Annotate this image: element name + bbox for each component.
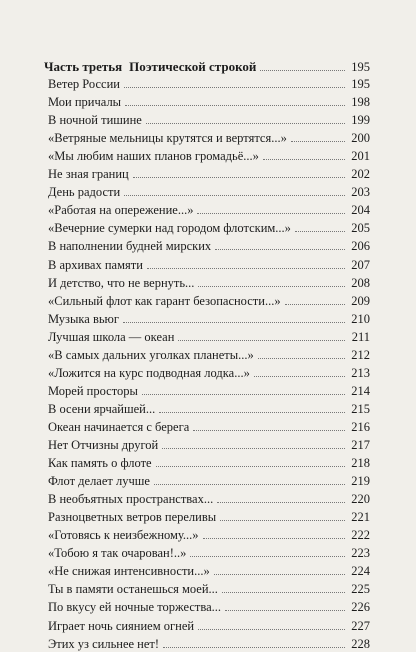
- toc-entry: [48, 401, 370, 417]
- dot-leader: [147, 268, 345, 269]
- page-number: 206: [351, 239, 370, 254]
- page-number: 208: [351, 275, 370, 290]
- dot-leader: [198, 629, 345, 630]
- dot-leader: [146, 123, 345, 124]
- entry-title: По вкусу ей ночные торжества...: [48, 600, 222, 615]
- toc-entry: [48, 365, 370, 381]
- page-number: 227: [351, 618, 370, 633]
- entry-title: Ты в памяти останешься моей...: [48, 582, 218, 597]
- page-number: 199: [351, 113, 370, 128]
- toc-entry: [48, 509, 370, 525]
- page-number: 217: [351, 438, 370, 452]
- entry-title: «Ветряные мельницы крутятся и вертятся...»: [48, 131, 287, 146]
- toc-entry: [48, 437, 370, 453]
- dot-leader: [154, 484, 345, 485]
- dot-leader: [124, 195, 345, 196]
- dot-leader: [254, 376, 345, 377]
- dot-leader: [198, 286, 345, 287]
- toc-entry: [48, 257, 370, 273]
- toc-entry: [48, 311, 370, 327]
- dot-leader: [178, 340, 345, 341]
- dot-leader: [214, 574, 345, 575]
- page-number: 210: [351, 311, 370, 326]
- toc-entry: [48, 455, 370, 471]
- dot-leader: [220, 520, 345, 521]
- dot-leader: [190, 556, 345, 557]
- page-number: 204: [351, 203, 370, 218]
- toc-entry: [48, 329, 370, 345]
- dot-leader: [225, 610, 345, 611]
- dot-leader: [123, 322, 345, 323]
- toc-entry: [48, 599, 370, 615]
- entry-title: Разноцветных ветров переливы: [48, 510, 217, 525]
- toc-entry: [48, 220, 370, 236]
- toc-entry: [48, 148, 370, 164]
- page-number: 202: [351, 167, 370, 182]
- page-number: 226: [351, 600, 370, 615]
- dot-leader: [291, 141, 345, 142]
- page-number: 198: [351, 95, 370, 110]
- entry-title: В наполнении будней мирских: [48, 239, 212, 254]
- page-number: 218: [351, 456, 370, 471]
- toc-entry: [48, 166, 370, 182]
- entry-title: В архивах памяти: [48, 257, 143, 272]
- toc-entry: [48, 581, 370, 597]
- dot-leader: [217, 502, 345, 503]
- dot-leader: [159, 412, 345, 413]
- page-number: 211: [351, 329, 370, 344]
- entry-title: Ветер России: [48, 77, 120, 91]
- entry-title: «Вечерние сумерки над городом флотским...»: [48, 221, 291, 236]
- toc-entry: [48, 383, 370, 399]
- dot-leader: [263, 159, 345, 160]
- dot-leader: [142, 394, 345, 395]
- dot-leader: [125, 105, 345, 106]
- entry-title: Океан начинается с берега: [48, 419, 190, 434]
- dot-leader: [163, 647, 345, 648]
- toc-entry: [48, 618, 370, 634]
- page-number: 215: [351, 401, 370, 416]
- toc-entry: [48, 112, 370, 128]
- dot-leader: [133, 177, 345, 178]
- page-number: 223: [351, 546, 370, 561]
- toc-entry: [48, 202, 370, 218]
- entry-title: «В самых дальних уголках планеты...»: [48, 347, 254, 362]
- toc-entry: [48, 94, 370, 110]
- entry-title: Играет ночь сиянием огней: [48, 618, 195, 633]
- page-number: 221: [351, 510, 370, 525]
- entry-title: Не зная границ: [48, 167, 129, 182]
- toc-entry: [48, 527, 370, 543]
- entry-title: Этих уз сильнее нет!: [48, 636, 160, 651]
- entry-title: Музыка вьюг: [48, 311, 120, 326]
- page-number: 205: [351, 221, 370, 236]
- toc-entry: [48, 636, 370, 652]
- page-number: 207: [351, 257, 370, 272]
- page-number: 213: [351, 365, 370, 380]
- toc-entry: [48, 419, 370, 435]
- page-number: 212: [351, 347, 370, 362]
- page-number: 216: [351, 419, 370, 434]
- toc-entry: [48, 76, 370, 92]
- entry-title: «Мы любим наших планов громадьё...»: [48, 149, 259, 164]
- entry-title: День радости: [48, 185, 121, 200]
- page-number: 201: [351, 149, 370, 164]
- part-heading: [44, 58, 370, 76]
- page-number: 203: [351, 185, 370, 200]
- dot-leader: [124, 87, 345, 88]
- toc-entry: [48, 563, 370, 579]
- toc-entry: [48, 473, 370, 489]
- entry-title: «Работая на опережение...»: [48, 203, 194, 218]
- dot-leader: [295, 231, 345, 232]
- entry-title: В ночной тишине: [48, 113, 142, 128]
- toc-entry: [48, 238, 370, 254]
- page-number: 214: [351, 383, 370, 398]
- dot-leader: [258, 358, 345, 359]
- page-number: 225: [351, 582, 370, 597]
- entry-title: Флот делает лучше: [48, 474, 150, 489]
- dot-leader: [203, 538, 345, 539]
- part-label: Часть третья: [44, 59, 123, 74]
- toc-entry: [48, 491, 370, 507]
- toc-entry: [48, 184, 370, 200]
- entry-title: И детство, что не вернуть...: [48, 275, 195, 290]
- toc-entry: [48, 275, 370, 291]
- entry-title: Как память о флоте: [48, 456, 152, 471]
- entry-title: «Сильный флот как гарант безопасности...»: [48, 293, 281, 308]
- entry-title: Лучшая школа — океан: [48, 329, 175, 344]
- page-number: 222: [351, 528, 370, 543]
- dot-leader: [156, 466, 345, 467]
- page-number: 209: [351, 293, 370, 308]
- page-number: 200: [351, 131, 370, 146]
- page-number: 219: [351, 474, 370, 489]
- page-number: 195: [351, 77, 370, 91]
- part-title: Поэтической строкой: [129, 59, 257, 74]
- entry-title: В осени ярчайшей...: [48, 401, 156, 416]
- toc-entry: [48, 347, 370, 363]
- page-number: 195: [351, 60, 370, 74]
- toc-entry: [48, 293, 370, 309]
- toc-entry: [48, 130, 370, 146]
- entry-title: «Не снижая интенсивности...»: [48, 564, 210, 579]
- dot-leader: [285, 304, 345, 305]
- entry-title: «Ложится на курс подводная лодка...»: [48, 365, 250, 380]
- page-number: 224: [351, 564, 370, 579]
- page-number: 228: [351, 636, 370, 651]
- dot-leader: [197, 213, 345, 214]
- entry-title: Нет Отчизны другой: [48, 438, 159, 452]
- toc-entry: [48, 545, 370, 561]
- page-number: 220: [351, 492, 370, 507]
- entry-title: Мои причалы: [48, 95, 122, 110]
- dot-leader: [222, 592, 345, 593]
- dot-leader: [162, 448, 345, 449]
- dot-leader: [193, 430, 345, 431]
- entry-title: «Готовясь к неизбежному...»: [48, 528, 199, 543]
- entry-title: «Тобою я так очарован!..»: [48, 546, 187, 561]
- dot-leader: [215, 249, 345, 250]
- dot-leader: [260, 70, 345, 71]
- entry-title: Морей просторы: [48, 383, 138, 398]
- entry-title: В необъятных пространствах...: [48, 492, 214, 507]
